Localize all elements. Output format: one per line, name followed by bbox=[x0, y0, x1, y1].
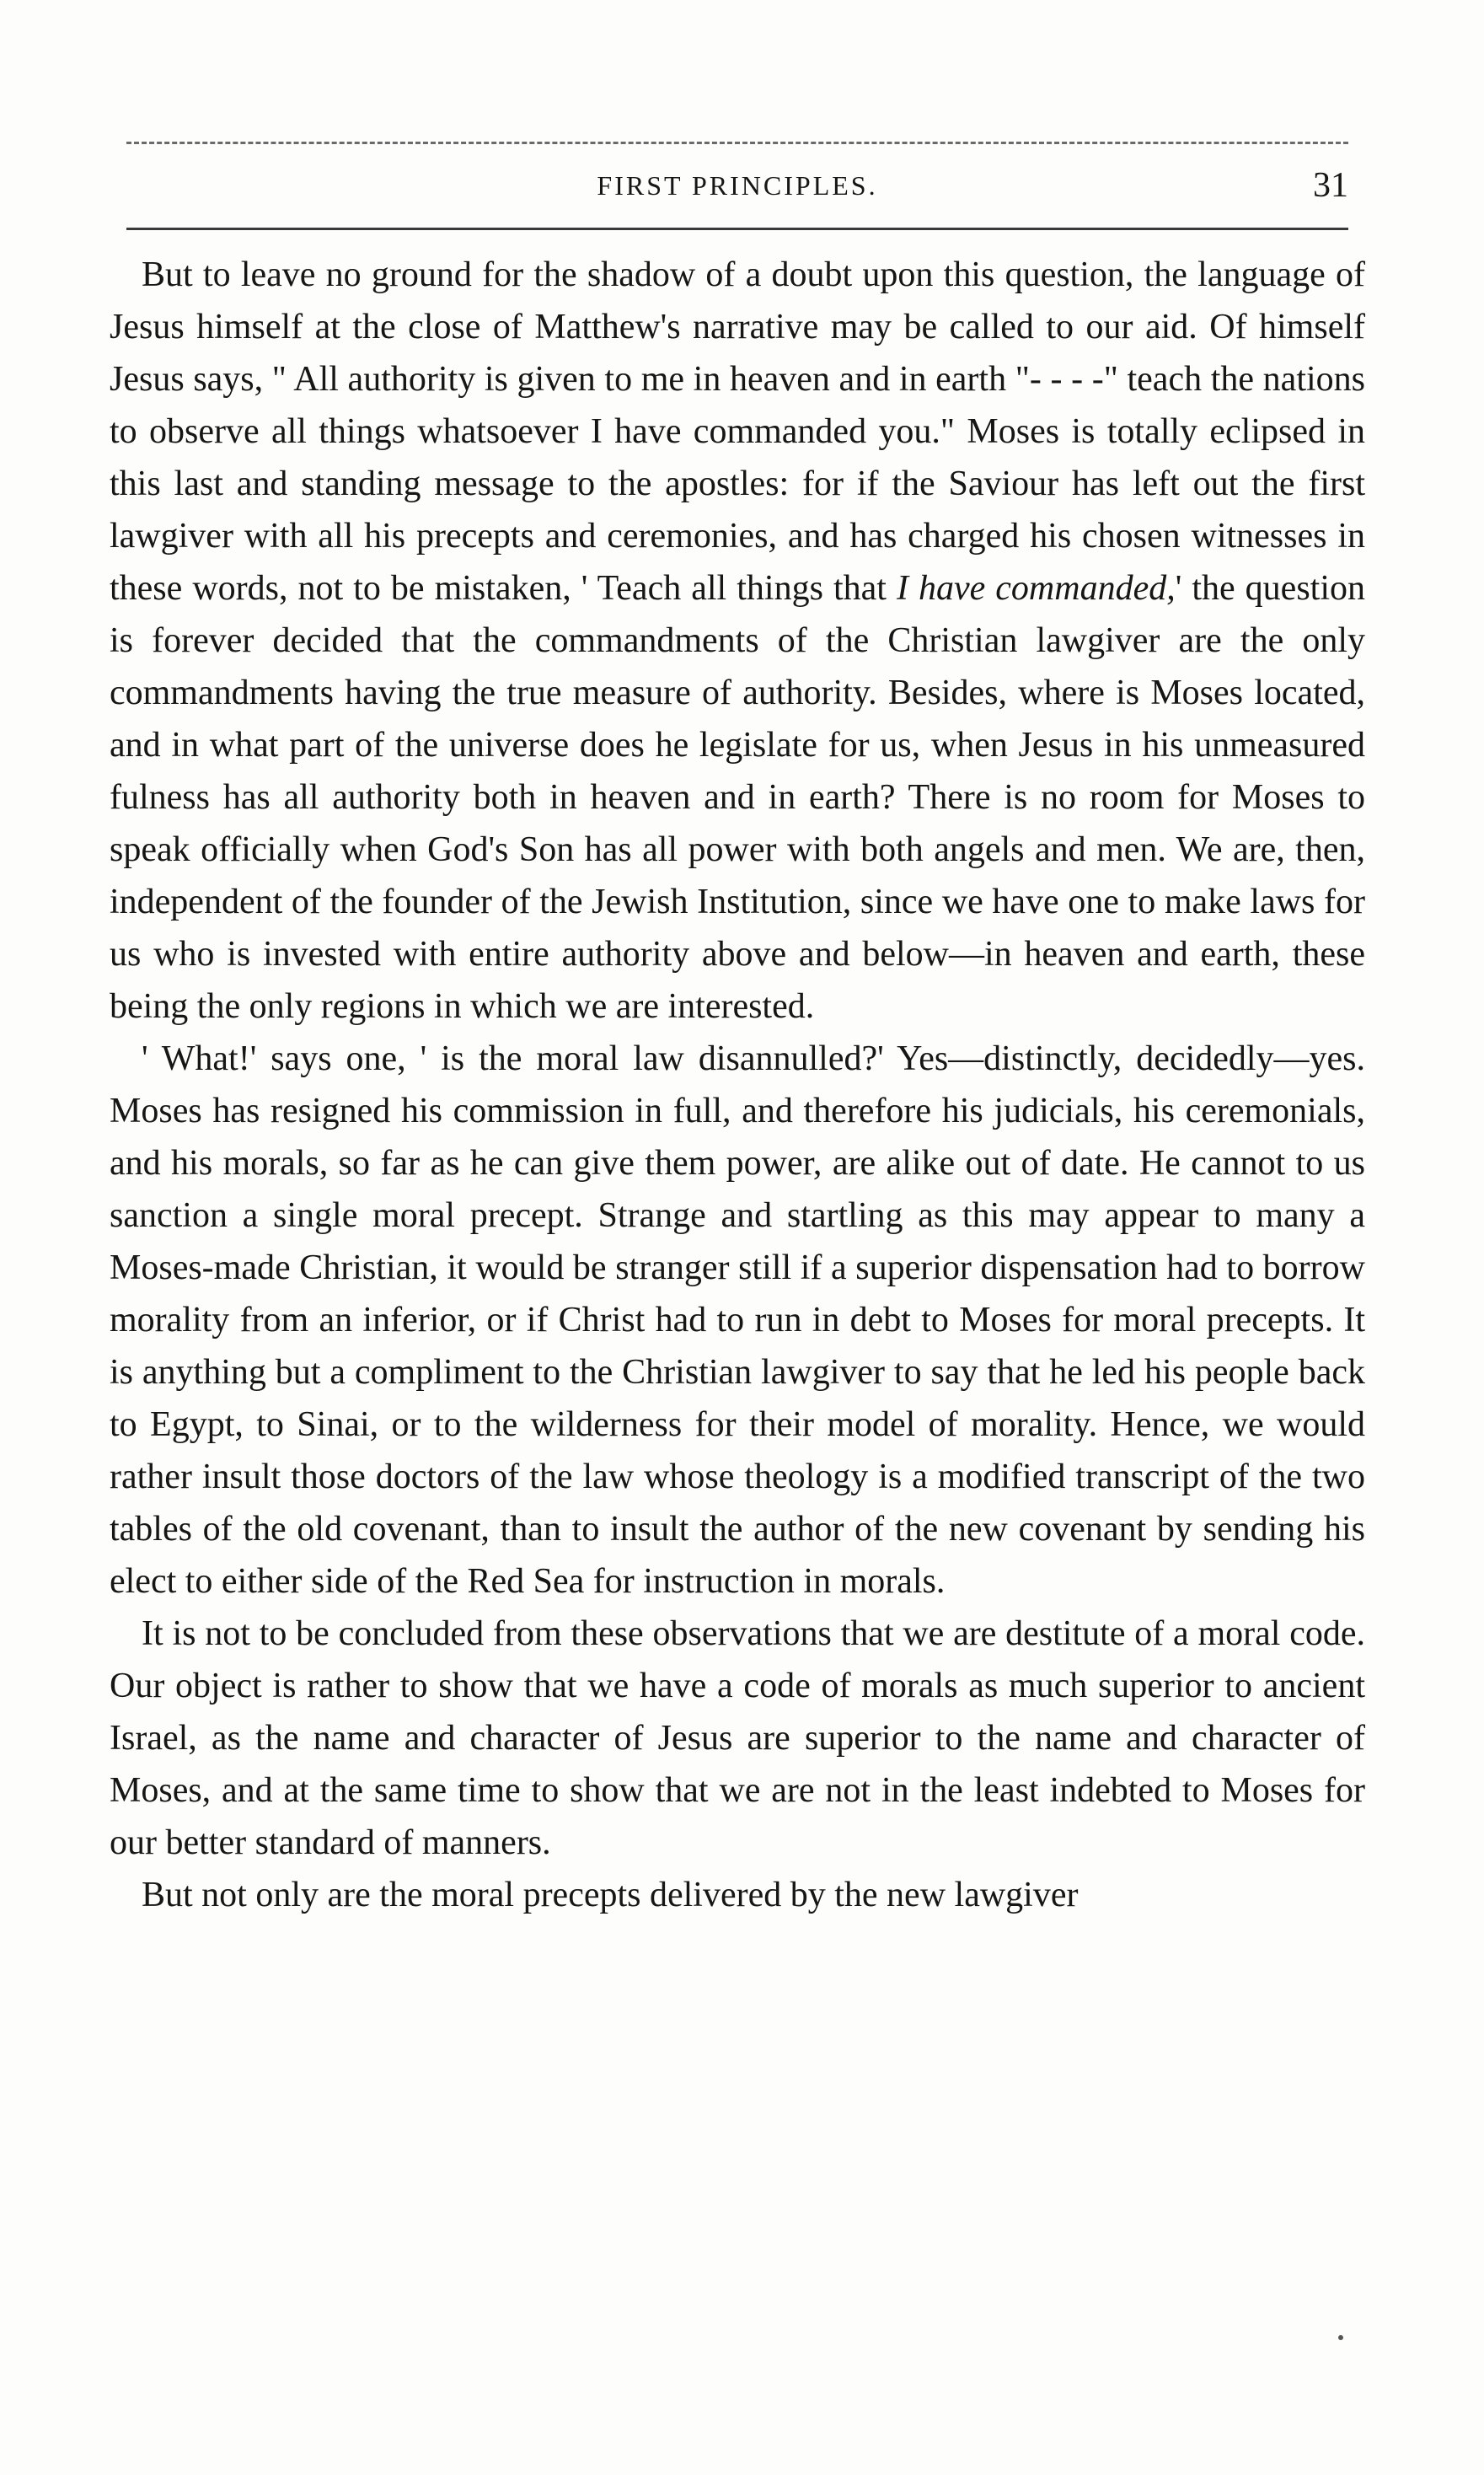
top-dashed-rule bbox=[126, 142, 1348, 144]
running-title: FIRST PRINCIPLES. bbox=[597, 170, 878, 201]
paragraph-2: ' What!' says one, ' is the moral law disannulled?' Yes—distinctly, decidedly—yes. Moses has resigned his commission in full, and therefore his judicials, his ceremonials, and his morals, so far as he can give them power, are alike out of date. He cannot to us sanction a single moral precept. Strange and startling as this may appear to many a Moses-made Christian, it would be stranger still if a superior dispensation had to borrow morality from an inferior, or if Christ had to run in debt to Moses for moral precepts. It is anything but a compliment to the Christian lawgiver to say that he led his people back to Egypt, to Sinai, or to the wilderness for their model of morality. Hence, we would rather insult those doctors of the law whose theology is a modified transcript of the two tables of the old covenant, than to insult the author of the new covenant by sending his elect to either side of the Red Sea for instruction in morals. bbox=[110, 1039, 1365, 1601]
paragraph-4: But not only are the moral precepts delivered by the new lawgiver bbox=[142, 1876, 1079, 1914]
paragraph-1-text-a: But to leave no ground for the shadow of a doubt upon this question, the language of Jesus himself at the close of Matthew's narrative may be called to our aid. Of himself Jesus says, " All authority is given to me in heaven and in earth "- - - -" teach the nations to observe all things whatsoever I have commanded you." Moses is totally eclipsed in this last and standing message to the apostles: for if the Saviour has left out the first lawgiver with all his precepts and ceremonies, and has charged his chosen witnesses in these words, not to be mistaken, ' Teach all things that bbox=[110, 255, 1365, 608]
running-head bbox=[126, 162, 1348, 209]
printer-dot bbox=[1338, 2335, 1343, 2340]
paragraph-3: It is not to be concluded from these observations that we are destitute of a moral code. Our object is rather to show that we have a code of morals as much superior to ancient Israel, as the name and character of Jesus are superior to the name and character of Moses, and at the same time to show that we are not in the least indebted to Moses for our better standard of manners. bbox=[110, 1614, 1365, 1862]
header-rule bbox=[126, 228, 1348, 230]
paragraph-1-italic-quote: I have commanded, bbox=[896, 569, 1176, 608]
paragraph-1-text-b: ' the question is forever decided that the commandments of the Christian lawgiver are the only commandments having the true measure of authority. Besides, where is Moses located, and in what part of the universe does he legislate for us, when Jesus in his unmeasured fulness has all authority both in heaven and in earth? There is no room for Moses to speak officially when God's Son has all power with both angels and men. We are, then, independent of the founder of the Jewish Institution, since we have one to make laws for us who is invested with entire authority above and below—in heaven and earth, these being the only regions in which we are interested. bbox=[110, 569, 1366, 1026]
page-number: 31 bbox=[1313, 166, 1348, 205]
body-text bbox=[110, 249, 1365, 1921]
paragraph-1 bbox=[110, 249, 1365, 1033]
